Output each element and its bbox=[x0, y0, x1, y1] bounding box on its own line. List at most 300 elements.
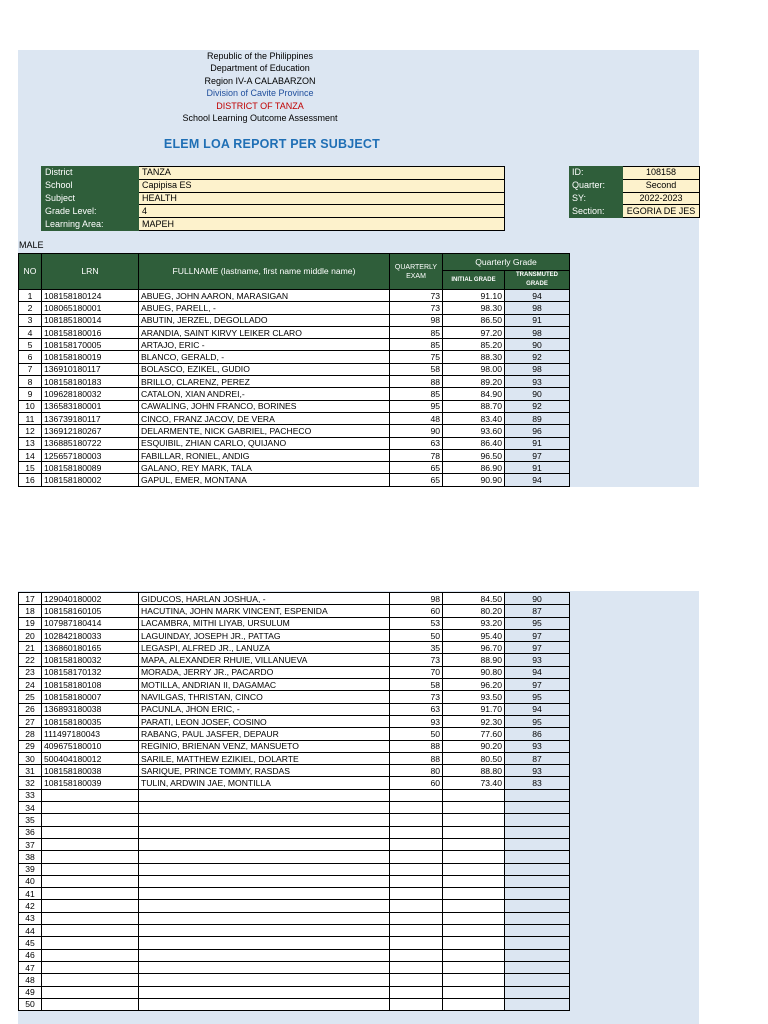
student-no: 26 bbox=[19, 703, 42, 715]
student-exam bbox=[390, 851, 443, 863]
student-no: 23 bbox=[19, 666, 42, 678]
student-name bbox=[139, 937, 390, 949]
student-lrn: 108158180002 bbox=[42, 474, 139, 486]
student-transmuted-grade: 95 bbox=[505, 617, 570, 629]
student-name bbox=[139, 875, 390, 887]
student-lrn: 500404180012 bbox=[42, 752, 139, 764]
student-name: MORADA, JERRY JR., PACARDO bbox=[139, 666, 390, 678]
table-row bbox=[19, 961, 570, 973]
student-initial-grade: 96.20 bbox=[443, 679, 505, 691]
student-transmuted-grade: 93 bbox=[505, 765, 570, 777]
info-table bbox=[41, 166, 505, 231]
col-header-lrn: LRN bbox=[42, 254, 139, 290]
student-transmuted-grade: 94 bbox=[505, 474, 570, 486]
student-lrn: 108158180016 bbox=[42, 326, 139, 338]
student-exam: 60 bbox=[390, 777, 443, 789]
student-transmuted-grade bbox=[505, 863, 570, 875]
student-no: 32 bbox=[19, 777, 42, 789]
student-exam bbox=[390, 814, 443, 826]
student-initial-grade: 88.90 bbox=[443, 654, 505, 666]
student-no: 31 bbox=[19, 765, 42, 777]
student-initial-grade: 80.50 bbox=[443, 752, 505, 764]
student-no: 29 bbox=[19, 740, 42, 752]
student-no: 43 bbox=[19, 912, 42, 924]
table-row bbox=[19, 351, 570, 363]
student-lrn bbox=[42, 925, 139, 937]
student-name: ESQUIBIL, ZHIAN CARLO, QUIJANO bbox=[139, 437, 390, 449]
table-row bbox=[19, 462, 570, 474]
table-row bbox=[19, 740, 570, 752]
student-initial-grade: 98.00 bbox=[443, 363, 505, 375]
student-name: LEGASPI, ALFRED JR., LANUZA bbox=[139, 642, 390, 654]
student-transmuted-grade: 97 bbox=[505, 642, 570, 654]
student-initial-grade bbox=[443, 863, 505, 875]
student-no: 3 bbox=[19, 314, 42, 326]
student-exam: 50 bbox=[390, 629, 443, 641]
student-initial-grade bbox=[443, 875, 505, 887]
student-transmuted-grade bbox=[505, 814, 570, 826]
student-no: 28 bbox=[19, 728, 42, 740]
student-name: DELARMENTE, NICK GABRIEL, PACHECO bbox=[139, 425, 390, 437]
table-row bbox=[19, 474, 570, 486]
info-label: Grade Level: bbox=[42, 205, 139, 218]
student-exam: 88 bbox=[390, 752, 443, 764]
student-no: 35 bbox=[19, 814, 42, 826]
info-value: HEALTH bbox=[139, 192, 505, 205]
info-row-district bbox=[42, 167, 505, 180]
student-lrn: 111497180043 bbox=[42, 728, 139, 740]
student-exam: 95 bbox=[390, 400, 443, 412]
student-name bbox=[139, 900, 390, 912]
info-row-grade-level bbox=[42, 205, 505, 218]
table-row bbox=[19, 838, 570, 850]
table-row bbox=[19, 777, 570, 789]
student-no: 20 bbox=[19, 629, 42, 641]
student-exam: 73 bbox=[390, 691, 443, 703]
student-no: 39 bbox=[19, 863, 42, 875]
student-transmuted-grade: 83 bbox=[505, 777, 570, 789]
student-lrn bbox=[42, 949, 139, 961]
student-name: CINCO, FRANZ JACOV, DE VERA bbox=[139, 412, 390, 424]
student-transmuted-grade: 89 bbox=[505, 412, 570, 424]
student-exam bbox=[390, 974, 443, 986]
student-initial-grade: 83.40 bbox=[443, 412, 505, 424]
student-initial-grade bbox=[443, 986, 505, 998]
student-name: NAVILGAS, THRISTAN, CINCO bbox=[139, 691, 390, 703]
student-exam: 73 bbox=[390, 290, 443, 302]
student-lrn: 409675180010 bbox=[42, 740, 139, 752]
student-exam: 58 bbox=[390, 363, 443, 375]
table-row bbox=[19, 363, 570, 375]
student-exam: 85 bbox=[390, 326, 443, 338]
info-value: TANZA bbox=[139, 167, 505, 180]
student-no: 14 bbox=[19, 449, 42, 461]
student-lrn bbox=[42, 826, 139, 838]
student-transmuted-grade bbox=[505, 789, 570, 801]
student-name bbox=[139, 998, 390, 1010]
student-name: SARILE, MATTHEW EZIKIEL, DOLARTE bbox=[139, 752, 390, 764]
student-no: 47 bbox=[19, 961, 42, 973]
col-header-quarterly-grade: Quarterly Grade bbox=[443, 254, 570, 271]
student-transmuted-grade: 93 bbox=[505, 654, 570, 666]
student-lrn bbox=[42, 789, 139, 801]
student-initial-grade: 73.40 bbox=[443, 777, 505, 789]
student-name: ARTAJO, ERIC - bbox=[139, 339, 390, 351]
student-lrn: 102842180033 bbox=[42, 629, 139, 641]
student-transmuted-grade: 86 bbox=[505, 728, 570, 740]
student-exam bbox=[390, 912, 443, 924]
student-exam: 90 bbox=[390, 425, 443, 437]
student-exam: 85 bbox=[390, 388, 443, 400]
student-name bbox=[139, 789, 390, 801]
col-header-fullname: FULLNAME (lastname, first name middle name) bbox=[139, 254, 390, 290]
student-initial-grade: 85.20 bbox=[443, 339, 505, 351]
student-no: 15 bbox=[19, 462, 42, 474]
table-row bbox=[19, 654, 570, 666]
student-initial-grade: 90.90 bbox=[443, 474, 505, 486]
student-name bbox=[139, 863, 390, 875]
table-row bbox=[19, 937, 570, 949]
student-no: 17 bbox=[19, 593, 42, 605]
student-initial-grade: 92.30 bbox=[443, 715, 505, 727]
student-transmuted-grade: 93 bbox=[505, 376, 570, 388]
info-row-learning-area bbox=[42, 218, 505, 231]
student-exam: 65 bbox=[390, 462, 443, 474]
student-transmuted-grade bbox=[505, 900, 570, 912]
student-transmuted-grade bbox=[505, 925, 570, 937]
student-name: PARATI, LEON JOSEF, COSINO bbox=[139, 715, 390, 727]
agency-header bbox=[150, 50, 370, 124]
student-lrn: 125657180003 bbox=[42, 449, 139, 461]
student-name: HACUTINA, JOHN MARK VINCENT, ESPENIDA bbox=[139, 605, 390, 617]
student-lrn bbox=[42, 802, 139, 814]
student-exam bbox=[390, 888, 443, 900]
student-exam bbox=[390, 838, 443, 850]
student-exam: 98 bbox=[390, 593, 443, 605]
student-initial-grade bbox=[443, 814, 505, 826]
student-initial-grade: 91.70 bbox=[443, 703, 505, 715]
student-no: 22 bbox=[19, 654, 42, 666]
student-no: 46 bbox=[19, 949, 42, 961]
student-no: 1 bbox=[19, 290, 42, 302]
student-name: CATALON, XIAN ANDREI,- bbox=[139, 388, 390, 400]
student-name: LACAMBRA, MITHI LIYAB, URSULUM bbox=[139, 617, 390, 629]
col-header-no: NO bbox=[19, 254, 42, 290]
student-lrn bbox=[42, 851, 139, 863]
student-initial-grade: 96.50 bbox=[443, 449, 505, 461]
student-no: 49 bbox=[19, 986, 42, 998]
student-no: 37 bbox=[19, 838, 42, 850]
student-exam: 35 bbox=[390, 642, 443, 654]
table-row bbox=[19, 802, 570, 814]
student-name bbox=[139, 961, 390, 973]
meta-value: EGORIA DE JES bbox=[623, 205, 700, 218]
student-exam: 88 bbox=[390, 376, 443, 388]
report-title: ELEM LOA REPORT PER SUBJECT bbox=[163, 137, 380, 151]
student-lrn: 108158170132 bbox=[42, 666, 139, 678]
student-initial-grade: 93.60 bbox=[443, 425, 505, 437]
student-exam: 63 bbox=[390, 703, 443, 715]
student-exam: 70 bbox=[390, 666, 443, 678]
header-line-division: Division of Cavite Province bbox=[206, 88, 314, 99]
student-initial-grade: 84.50 bbox=[443, 593, 505, 605]
student-initial-grade: 84.90 bbox=[443, 388, 505, 400]
student-no: 9 bbox=[19, 388, 42, 400]
student-lrn bbox=[42, 888, 139, 900]
student-exam bbox=[390, 961, 443, 973]
table-row bbox=[19, 593, 570, 605]
student-lrn: 108158180039 bbox=[42, 777, 139, 789]
student-lrn bbox=[42, 900, 139, 912]
student-exam: 75 bbox=[390, 351, 443, 363]
student-no: 34 bbox=[19, 802, 42, 814]
student-transmuted-grade bbox=[505, 851, 570, 863]
meta-row-section bbox=[570, 205, 700, 218]
student-no: 18 bbox=[19, 605, 42, 617]
info-label: School bbox=[42, 179, 139, 192]
student-initial-grade bbox=[443, 937, 505, 949]
student-initial-grade bbox=[443, 974, 505, 986]
student-transmuted-grade bbox=[505, 937, 570, 949]
table-row bbox=[19, 703, 570, 715]
student-initial-grade bbox=[443, 949, 505, 961]
student-name: BRILLO, CLARENZ, PEREZ bbox=[139, 376, 390, 388]
student-initial-grade bbox=[443, 789, 505, 801]
student-initial-grade bbox=[443, 925, 505, 937]
student-no: 4 bbox=[19, 326, 42, 338]
student-name: BLANCO, GERALD, - bbox=[139, 351, 390, 363]
student-no: 10 bbox=[19, 400, 42, 412]
student-exam: 50 bbox=[390, 728, 443, 740]
student-initial-grade: 88.80 bbox=[443, 765, 505, 777]
student-exam bbox=[390, 900, 443, 912]
student-name: GAPUL, EMER, MONTANA bbox=[139, 474, 390, 486]
table-row bbox=[19, 679, 570, 691]
grades-body-part2 bbox=[19, 593, 570, 1011]
header-line-assessment: School Learning Outcome Assessment bbox=[182, 113, 338, 124]
student-no: 12 bbox=[19, 425, 42, 437]
student-transmuted-grade bbox=[505, 998, 570, 1010]
student-exam: 73 bbox=[390, 302, 443, 314]
student-name: ABUTIN, JERZEL, DEGOLLADO bbox=[139, 314, 390, 326]
student-initial-grade bbox=[443, 888, 505, 900]
student-exam: 93 bbox=[390, 715, 443, 727]
student-name: RABANG, PAUL JASFER, DEPAUR bbox=[139, 728, 390, 740]
table-row bbox=[19, 339, 570, 351]
student-transmuted-grade: 87 bbox=[505, 605, 570, 617]
student-exam bbox=[390, 802, 443, 814]
col-header-transmuted-grade bbox=[505, 271, 570, 290]
info-value: 4 bbox=[139, 205, 505, 218]
student-lrn: 108158180124 bbox=[42, 290, 139, 302]
student-initial-grade: 98.30 bbox=[443, 302, 505, 314]
table-row bbox=[19, 302, 570, 314]
student-lrn: 136860180165 bbox=[42, 642, 139, 654]
student-no: 21 bbox=[19, 642, 42, 654]
col-header-transmuted-line1: TRANSMUTED bbox=[516, 272, 558, 278]
student-initial-grade: 86.40 bbox=[443, 437, 505, 449]
student-lrn: 108158180007 bbox=[42, 691, 139, 703]
student-no: 33 bbox=[19, 789, 42, 801]
student-lrn bbox=[42, 912, 139, 924]
student-no: 40 bbox=[19, 875, 42, 887]
student-lrn: 108158180038 bbox=[42, 765, 139, 777]
student-transmuted-grade: 91 bbox=[505, 314, 570, 326]
table-row bbox=[19, 691, 570, 703]
student-transmuted-grade: 92 bbox=[505, 351, 570, 363]
student-lrn bbox=[42, 986, 139, 998]
student-no: 13 bbox=[19, 437, 42, 449]
student-no: 42 bbox=[19, 900, 42, 912]
student-initial-grade: 88.70 bbox=[443, 400, 505, 412]
student-no: 48 bbox=[19, 974, 42, 986]
student-name bbox=[139, 814, 390, 826]
student-exam: 80 bbox=[390, 765, 443, 777]
table-row bbox=[19, 400, 570, 412]
meta-label: Section: bbox=[570, 205, 623, 218]
section-label-male: MALE bbox=[19, 240, 44, 250]
student-name: LAGUINDAY, JOSEPH JR., PATTAG bbox=[139, 629, 390, 641]
student-exam bbox=[390, 789, 443, 801]
meta-label: Quarter: bbox=[570, 179, 623, 192]
table-row bbox=[19, 900, 570, 912]
student-exam: 63 bbox=[390, 437, 443, 449]
student-exam: 88 bbox=[390, 740, 443, 752]
student-lrn: 108158180035 bbox=[42, 715, 139, 727]
info-value: MAPEH bbox=[139, 218, 505, 231]
student-transmuted-grade: 90 bbox=[505, 388, 570, 400]
student-transmuted-grade: 97 bbox=[505, 449, 570, 461]
student-exam: 53 bbox=[390, 617, 443, 629]
student-initial-grade: 80.20 bbox=[443, 605, 505, 617]
student-transmuted-grade: 92 bbox=[505, 400, 570, 412]
table-row bbox=[19, 449, 570, 461]
header-line-department: Department of Education bbox=[210, 63, 310, 74]
student-name bbox=[139, 974, 390, 986]
student-transmuted-grade: 93 bbox=[505, 740, 570, 752]
table-row bbox=[19, 290, 570, 302]
student-exam bbox=[390, 925, 443, 937]
table-row bbox=[19, 629, 570, 641]
table-row bbox=[19, 425, 570, 437]
meta-row-sy bbox=[570, 192, 700, 205]
student-lrn bbox=[42, 863, 139, 875]
student-transmuted-grade bbox=[505, 826, 570, 838]
col-header-initial-grade: INITIAL GRADE bbox=[443, 271, 505, 290]
student-lrn: 136912180267 bbox=[42, 425, 139, 437]
student-transmuted-grade bbox=[505, 912, 570, 924]
student-lrn: 108158170005 bbox=[42, 339, 139, 351]
student-initial-grade: 93.50 bbox=[443, 691, 505, 703]
col-header-exam-line2: EXAM bbox=[406, 272, 426, 280]
table-row bbox=[19, 715, 570, 727]
student-transmuted-grade bbox=[505, 875, 570, 887]
student-initial-grade: 97.20 bbox=[443, 326, 505, 338]
table-row bbox=[19, 617, 570, 629]
student-name: TULIN, ARDWIN JAE, MONTILLA bbox=[139, 777, 390, 789]
student-name: MAPA, ALEXANDER RHUIE, VILLANUEVA bbox=[139, 654, 390, 666]
table-row bbox=[19, 925, 570, 937]
meta-row-quarter bbox=[570, 179, 700, 192]
student-no: 44 bbox=[19, 925, 42, 937]
meta-value: 108158 bbox=[623, 167, 700, 180]
student-name: MOTILLA, ANDRIAN II, DAGAMAC bbox=[139, 679, 390, 691]
student-name bbox=[139, 826, 390, 838]
student-exam bbox=[390, 949, 443, 961]
table-row bbox=[19, 875, 570, 887]
student-no: 50 bbox=[19, 998, 42, 1010]
student-transmuted-grade: 94 bbox=[505, 666, 570, 678]
student-exam bbox=[390, 875, 443, 887]
student-no: 5 bbox=[19, 339, 42, 351]
info-value: Capipisa ES bbox=[139, 179, 505, 192]
student-transmuted-grade: 97 bbox=[505, 629, 570, 641]
table-row bbox=[19, 998, 570, 1010]
student-initial-grade bbox=[443, 851, 505, 863]
table-row bbox=[19, 326, 570, 338]
student-name bbox=[139, 838, 390, 850]
table-row bbox=[19, 666, 570, 678]
student-lrn: 108185180014 bbox=[42, 314, 139, 326]
table-row bbox=[19, 314, 570, 326]
student-name bbox=[139, 851, 390, 863]
student-name: GIDUCOS, HARLAN JOSHUA, - bbox=[139, 593, 390, 605]
student-name bbox=[139, 912, 390, 924]
student-no: 45 bbox=[19, 937, 42, 949]
table-row bbox=[19, 437, 570, 449]
student-exam: 98 bbox=[390, 314, 443, 326]
student-exam: 58 bbox=[390, 679, 443, 691]
student-no: 7 bbox=[19, 363, 42, 375]
student-lrn bbox=[42, 998, 139, 1010]
student-transmuted-grade: 96 bbox=[505, 425, 570, 437]
student-lrn: 107987180414 bbox=[42, 617, 139, 629]
student-lrn: 108158180183 bbox=[42, 376, 139, 388]
student-transmuted-grade: 90 bbox=[505, 339, 570, 351]
student-lrn: 108158160105 bbox=[42, 605, 139, 617]
student-initial-grade bbox=[443, 912, 505, 924]
student-lrn bbox=[42, 875, 139, 887]
student-initial-grade: 90.80 bbox=[443, 666, 505, 678]
student-no: 11 bbox=[19, 412, 42, 424]
table-row bbox=[19, 863, 570, 875]
meta-value: 2022-2023 bbox=[623, 192, 700, 205]
student-transmuted-grade: 97 bbox=[505, 679, 570, 691]
student-exam bbox=[390, 937, 443, 949]
student-lrn bbox=[42, 814, 139, 826]
student-exam: 48 bbox=[390, 412, 443, 424]
student-exam bbox=[390, 986, 443, 998]
student-no: 38 bbox=[19, 851, 42, 863]
student-no: 6 bbox=[19, 351, 42, 363]
student-exam: 73 bbox=[390, 654, 443, 666]
student-lrn: 108158180108 bbox=[42, 679, 139, 691]
table-row bbox=[19, 642, 570, 654]
info-label: Subject bbox=[42, 192, 139, 205]
student-exam: 60 bbox=[390, 605, 443, 617]
student-lrn: 129040180002 bbox=[42, 593, 139, 605]
student-no: 2 bbox=[19, 302, 42, 314]
student-transmuted-grade: 91 bbox=[505, 437, 570, 449]
table-row bbox=[19, 949, 570, 961]
student-initial-grade: 86.90 bbox=[443, 462, 505, 474]
grades-table-part1 bbox=[18, 253, 570, 487]
student-initial-grade bbox=[443, 826, 505, 838]
student-no: 24 bbox=[19, 679, 42, 691]
student-transmuted-grade bbox=[505, 974, 570, 986]
student-initial-grade: 91.10 bbox=[443, 290, 505, 302]
student-name: BOLASCO, EZIKEL, GUDIO bbox=[139, 363, 390, 375]
